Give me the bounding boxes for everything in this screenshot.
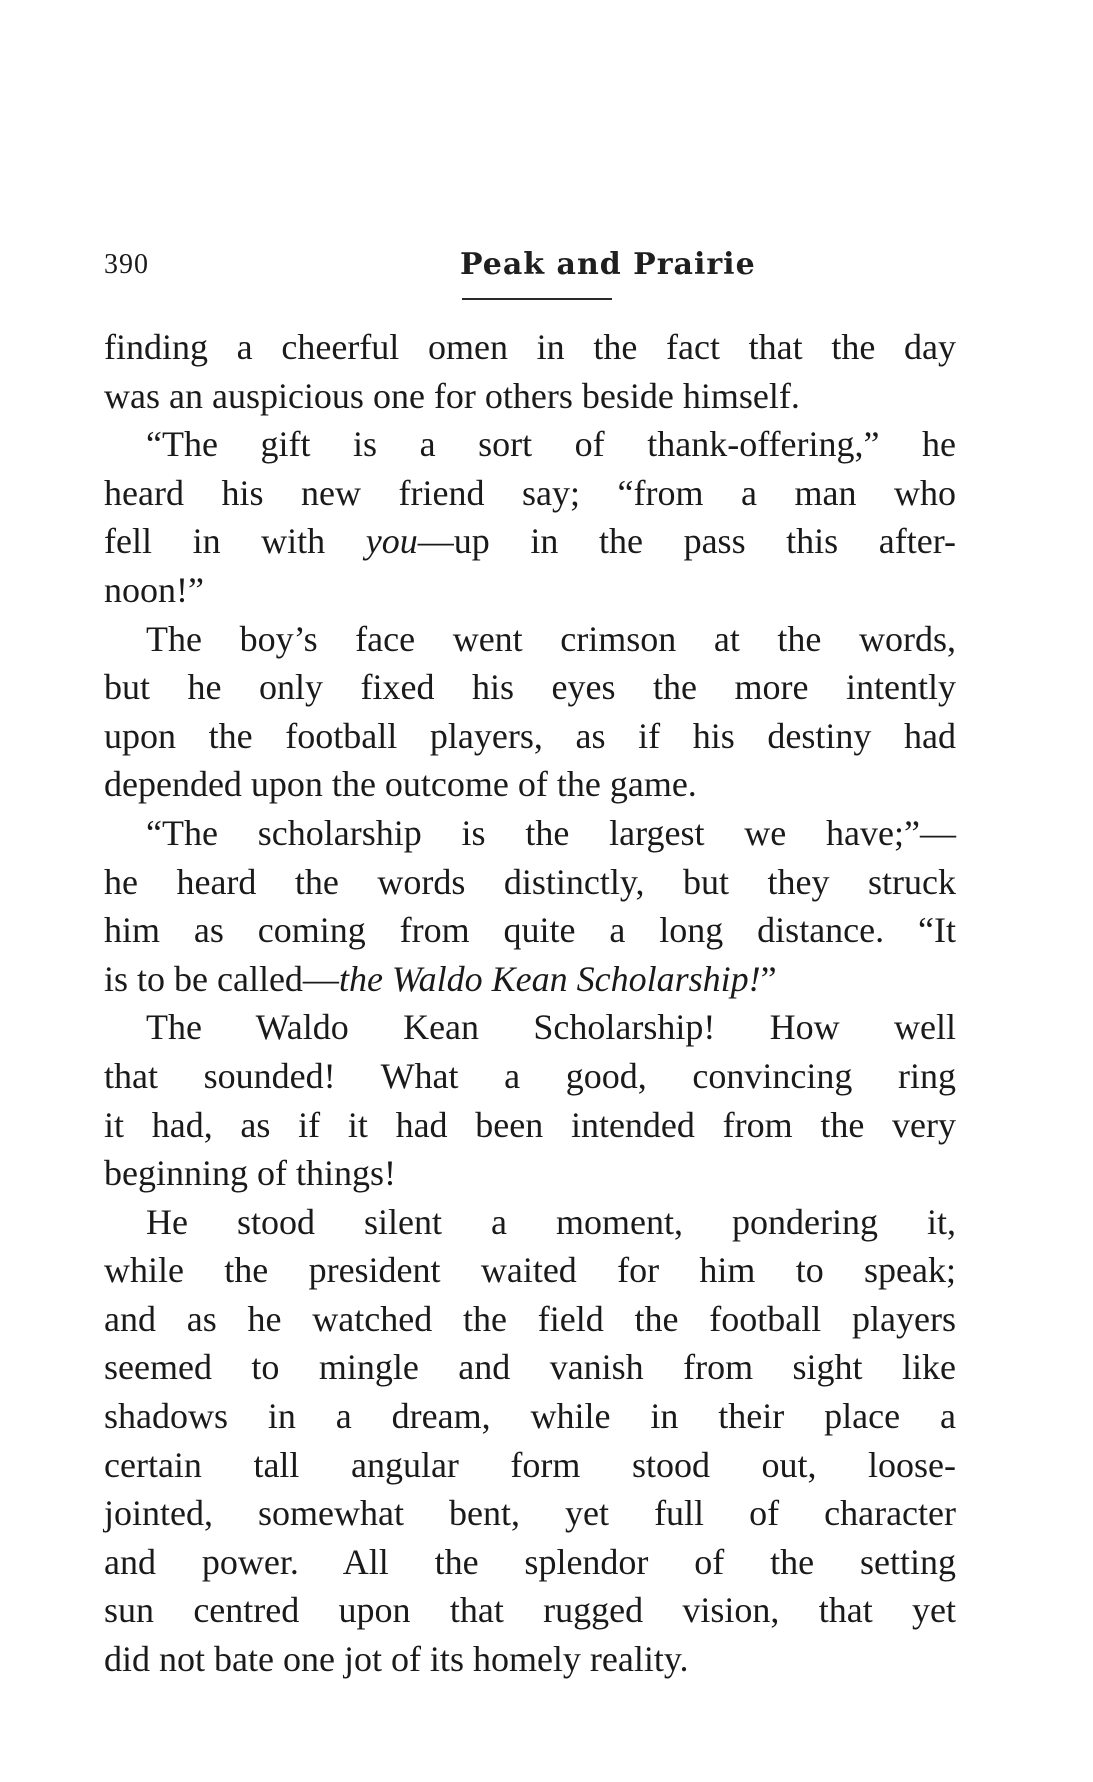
header-rule: [462, 298, 612, 300]
text-line: [104, 1489, 956, 1538]
running-head: [104, 243, 956, 287]
text-run: “The scholarship is the largest we have;”—: [146, 812, 956, 853]
text-line: [104, 566, 956, 615]
text-run: finding a cheerful omen in the fact that the day: [104, 327, 956, 367]
text-line: [104, 663, 956, 712]
text-line: [104, 469, 956, 518]
text-line: [104, 955, 956, 1004]
text-line: [104, 1003, 956, 1052]
text-line: [104, 1538, 956, 1587]
text-run: —up in the pass this after-: [417, 521, 956, 562]
text-line: [104, 1052, 956, 1101]
text-line: [104, 809, 956, 858]
italic-text: the Waldo Kean Scholarship!: [338, 958, 761, 999]
text-line: [104, 372, 956, 421]
text-run: sun centred upon that rugged vision, that yet: [104, 1590, 956, 1631]
text-line: [104, 1295, 956, 1344]
text-run: The Waldo Kean Scholarship! How well: [146, 1007, 956, 1048]
text-line: [104, 712, 956, 761]
text-run: but he only fixed his eyes the more intently: [104, 667, 956, 708]
text-run: noon!”: [104, 569, 204, 610]
text-run: did not bate one jot of its homely reality.: [104, 1639, 689, 1680]
body-text: [104, 323, 956, 1684]
text-run: him as coming from quite a long distance. “It: [104, 910, 956, 951]
text-run: jointed, somewhat bent, yet full of character: [104, 1493, 956, 1534]
text-line: [104, 1246, 956, 1295]
text-run: “The gift is a sort of thank-offering,” he: [146, 424, 956, 465]
text-line: [104, 1392, 956, 1441]
text-run: seemed to mingle and vanish from sight like: [104, 1347, 956, 1388]
page-number: 390: [104, 249, 149, 280]
text-line: [104, 517, 956, 566]
text-run: was an auspicious one for others beside himself.: [104, 375, 800, 416]
text-line: [104, 323, 956, 372]
text-run: it had, as if it had been intended from the very: [104, 1104, 956, 1145]
text-run: depended upon the outcome of the game.: [104, 764, 697, 805]
text-line: [104, 1441, 956, 1490]
text-run: and as he watched the field the football players: [104, 1298, 956, 1339]
text-run: fell in with: [104, 521, 366, 562]
text-run: certain tall angular form stood out, loose-: [104, 1444, 956, 1485]
text-run: is to be called—: [104, 958, 339, 999]
running-title: Peak and Prairie: [460, 247, 756, 282]
text-run: He stood silent a moment, pondering it,: [146, 1201, 956, 1242]
text-line: [104, 1198, 956, 1247]
text-line: [104, 420, 956, 469]
text-run: beginning of things!: [104, 1153, 396, 1194]
text-run: upon the football players, as if his destiny had: [104, 715, 956, 756]
text-line: [104, 760, 956, 809]
text-run: ”: [760, 958, 777, 999]
text-line: [104, 1586, 956, 1635]
text-run: The boy’s face went crimson at the words,: [146, 618, 956, 659]
text-line: [104, 615, 956, 664]
text-run: heard his new friend say; “from a man who: [104, 472, 956, 513]
text-run: he heard the words distinctly, but they struck: [104, 861, 956, 902]
text-line: [104, 1635, 956, 1684]
text-run: that sounded! What a good, convincing ring: [104, 1055, 956, 1096]
text-line: [104, 858, 956, 907]
text-line: [104, 1101, 956, 1150]
text-line: [104, 1343, 956, 1392]
text-run: and power. All the splendor of the setting: [104, 1541, 956, 1582]
text-line: [104, 906, 956, 955]
text-run: shadows in a dream, while in their place a: [104, 1396, 956, 1437]
text-run: while the president waited for him to speak;: [104, 1250, 956, 1291]
text-line: [104, 1149, 956, 1198]
italic-text: you: [365, 521, 418, 562]
